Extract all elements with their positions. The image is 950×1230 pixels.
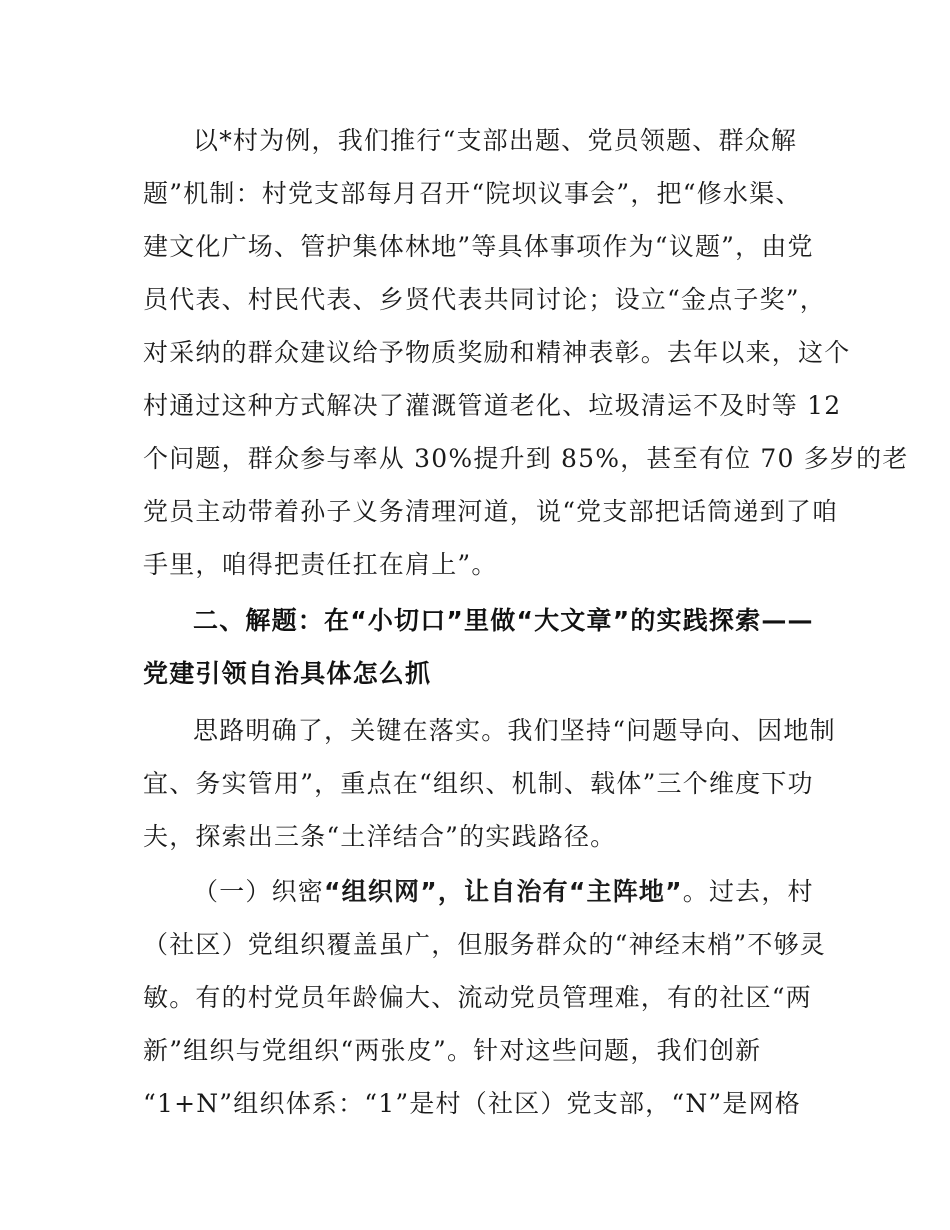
section-heading-line-1: 二、解题：在“小切口”里做“大文章”的实践探索—— [193,606,814,635]
paragraph-1-line-2: 题”机制：村党支部每月召开“院坝议事会”，把“修水渠、 [143,179,802,208]
paragraph-2-line-3: 夫，探索出三条“土洋结合”的实践路径。 [143,822,617,851]
paragraph-3-prefix: （一）织密 [193,877,325,906]
paragraph-1-line-3: 建文化广场、管护集体林地”等具体事项作为“议题”，由党 [143,232,814,261]
paragraph-3-first-line-rest: 。过去，村 [682,877,814,906]
paragraph-2-line-1: 思路明确了，关键在落实。我们坚持“问题导向、因地制 [193,716,836,745]
paragraph-1-line-5: 对采纳的群众建议给予物质奖励和精神表彰。去年以来，这个 [143,338,851,367]
paragraph-3-bold-title: “组织网”，让自治有“主阵地” [324,877,683,906]
paragraph-1-line-9: 手里，咱得把责任扛在肩上”。 [143,550,498,579]
paragraph-3-line-2: （社区）党组织覆盖虽广，但服务群众的“神经末梢”不够灵 [143,930,826,959]
paragraph-3-line-1 [193,877,814,907]
paragraph-1-line-4: 员代表、村民代表、乡贤代表共同讨论；设立“金点子奖”， [143,285,826,314]
paragraph-3-line-5: “1+N”组织体系：“1”是村（社区）党支部，“N”是网格 [143,1089,801,1118]
paragraph-3-line-4: 新”组织与党组织“两张皮”。针对这些问题，我们创新 [143,1036,762,1065]
paragraph-3-line-3: 敏。有的村党员年龄偏大、流动党员管理难，有的社区“两 [143,983,812,1012]
paragraph-1-line-6: 村通过这种方式解决了灌溉管道老化、垃圾清运不及时等 12 [143,391,842,420]
section-heading-line-2: 党建引领自治具体怎么抓 [143,659,432,688]
paragraph-1-line-7: 个问题，群众参与率从 30%提升到 85%，甚至有位 70 多岁的老 [143,444,909,473]
paragraph-1-line-1: 以*村为例，我们推行“支部出题、党员领题、群众解 [193,126,798,155]
paragraph-2-line-2: 宜、务实管用”，重点在“组织、机制、载体”三个维度下功 [143,769,814,798]
paragraph-1-line-8: 党员主动带着孙子义务清理河道，说“党支部把话筒递到了咱 [143,497,839,526]
